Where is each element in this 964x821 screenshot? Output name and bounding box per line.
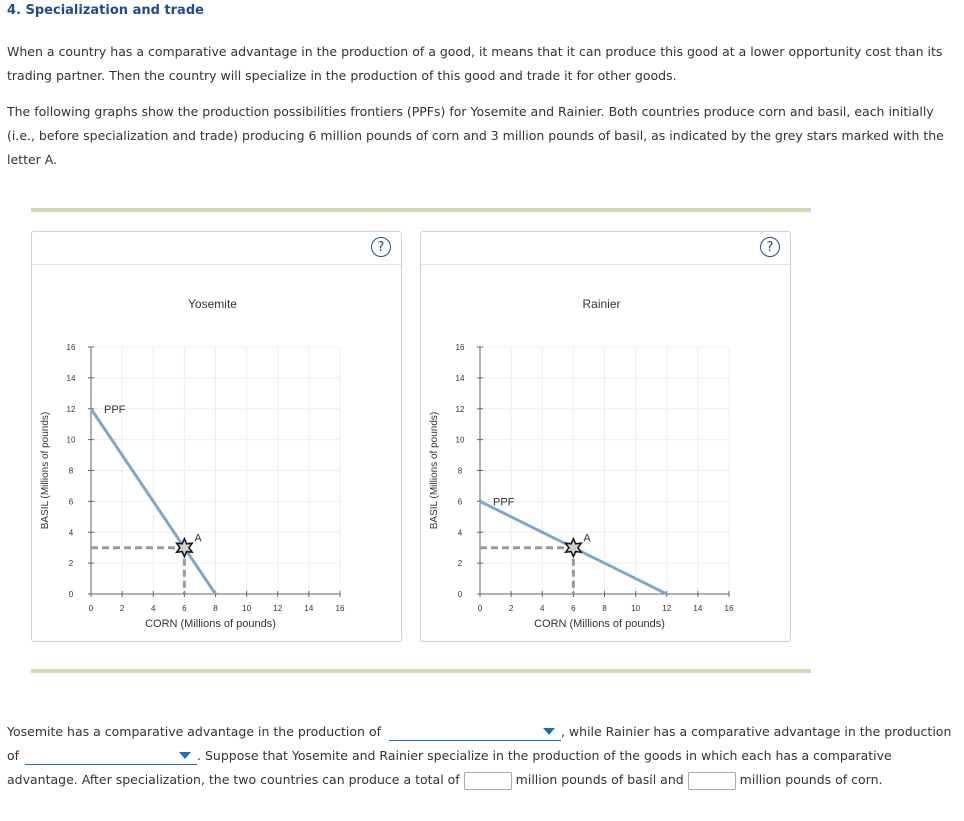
section-heading: 4. Specialization and trade: [7, 3, 204, 18]
x-axis-label: CORN (Millions of pounds): [145, 618, 276, 630]
panel-toolbar: [421, 232, 790, 265]
point-a-star-icon: [566, 539, 582, 557]
ppf-label: PPF: [493, 496, 515, 509]
total-corn-input[interactable]: [688, 772, 736, 790]
y-axis-label: BASIL (Millions of pounds): [429, 411, 440, 530]
chevron-down-icon: [179, 752, 191, 759]
x-tick-label: 14: [693, 604, 703, 613]
y-tick-label: 12: [455, 404, 465, 414]
y-tick-label: 14: [66, 373, 76, 383]
yosemite-graph-panel: [31, 231, 402, 642]
total-basil-input[interactable]: [464, 772, 512, 790]
question-text: [7, 720, 957, 792]
y-tick-label: 0: [68, 590, 74, 599]
question-part-4: million pounds of basil and: [515, 772, 684, 787]
x-tick-label: 10: [242, 604, 252, 613]
x-tick-label: 16: [335, 604, 345, 613]
y-tick-label: 12: [66, 404, 76, 414]
question-part-5: million pounds of corn.: [739, 772, 883, 787]
x-tick-label: 12: [273, 604, 283, 613]
chart-title: Yosemite: [188, 297, 237, 311]
x-tick-label: 14: [304, 604, 314, 613]
x-tick-label: 2: [119, 604, 125, 613]
y-axis-label: BASIL (Millions of pounds): [40, 411, 51, 530]
divider-bottom: [31, 669, 811, 673]
question-part-3: . Suppose that Yosemite and Rainier specialize in the production of the goods in which each has a comparative advantage. After specialization, the two countries can produce a total of: [7, 748, 892, 787]
x-tick-label: 0: [88, 604, 94, 613]
help-icon[interactable]: ?: [760, 237, 780, 257]
chevron-down-icon: [543, 728, 555, 735]
y-tick-label: 6: [457, 497, 463, 507]
y-tick-label: 14: [455, 373, 465, 383]
yosemite-ppf-chart[interactable]: [32, 265, 401, 640]
ppf-label: PPF: [104, 403, 126, 416]
x-tick-label: 12: [662, 604, 672, 613]
x-axis-label: CORN (Millions of pounds): [534, 618, 665, 630]
y-tick-label: 10: [455, 435, 465, 445]
x-tick-label: 8: [602, 604, 607, 613]
question-part-2: , while Rainier has a comparative advantage in the production of: [7, 724, 952, 763]
point-a-label: A: [194, 532, 202, 545]
x-tick-label: 2: [508, 604, 514, 613]
x-tick-label: 0: [477, 604, 483, 613]
yosemite-advantage-select[interactable]: [389, 724, 561, 741]
x-tick-label: 6: [182, 604, 187, 613]
intro-paragraph-2: The following graphs show the production possibilities frontiers (PPFs) for Yosemite and Rainier. Both countries produce corn and basil, each initially (i.e., before specialization and trade) producing 6 million pounds of corn and 3 million pounds of basil, as indicated by the grey stars marked with the letter A.: [7, 104, 944, 167]
y-tick-label: 8: [457, 466, 463, 476]
y-tick-label: 2: [457, 559, 463, 569]
rainier-ppf-chart[interactable]: [421, 265, 790, 640]
divider-top: [31, 208, 811, 212]
y-tick-label: 4: [68, 528, 74, 538]
x-tick-label: 6: [571, 604, 576, 613]
y-tick-label: 0: [457, 590, 463, 599]
y-tick-label: 10: [66, 435, 76, 445]
x-tick-label: 4: [540, 604, 545, 613]
x-tick-label: 16: [724, 604, 734, 613]
rainier-graph-panel: [420, 231, 791, 642]
chart-title: Rainier: [582, 297, 621, 311]
panel-toolbar: [32, 232, 401, 265]
x-tick-label: 4: [151, 604, 156, 613]
y-tick-label: 8: [68, 466, 74, 476]
intro-paragraph-1: When a country has a comparative advantage in the production of a good, it means that it can produce this good at a lower opportunity cost than its trading partner. Then the country will specialize in the production of this good and trade it for other goods.: [7, 44, 943, 83]
help-icon[interactable]: ?: [371, 237, 391, 257]
rainier-advantage-select[interactable]: [25, 748, 197, 765]
point-a-label: A: [583, 532, 591, 545]
y-tick-label: 4: [457, 528, 463, 538]
x-tick-label: 10: [631, 604, 641, 613]
y-tick-label: 2: [68, 559, 74, 569]
y-tick-label: 16: [66, 343, 76, 352]
question-part-1: Yosemite has a comparative advantage in the production of: [7, 724, 381, 739]
y-tick-label: 16: [455, 343, 465, 352]
x-tick-label: 8: [213, 604, 218, 613]
y-tick-label: 6: [68, 497, 74, 507]
